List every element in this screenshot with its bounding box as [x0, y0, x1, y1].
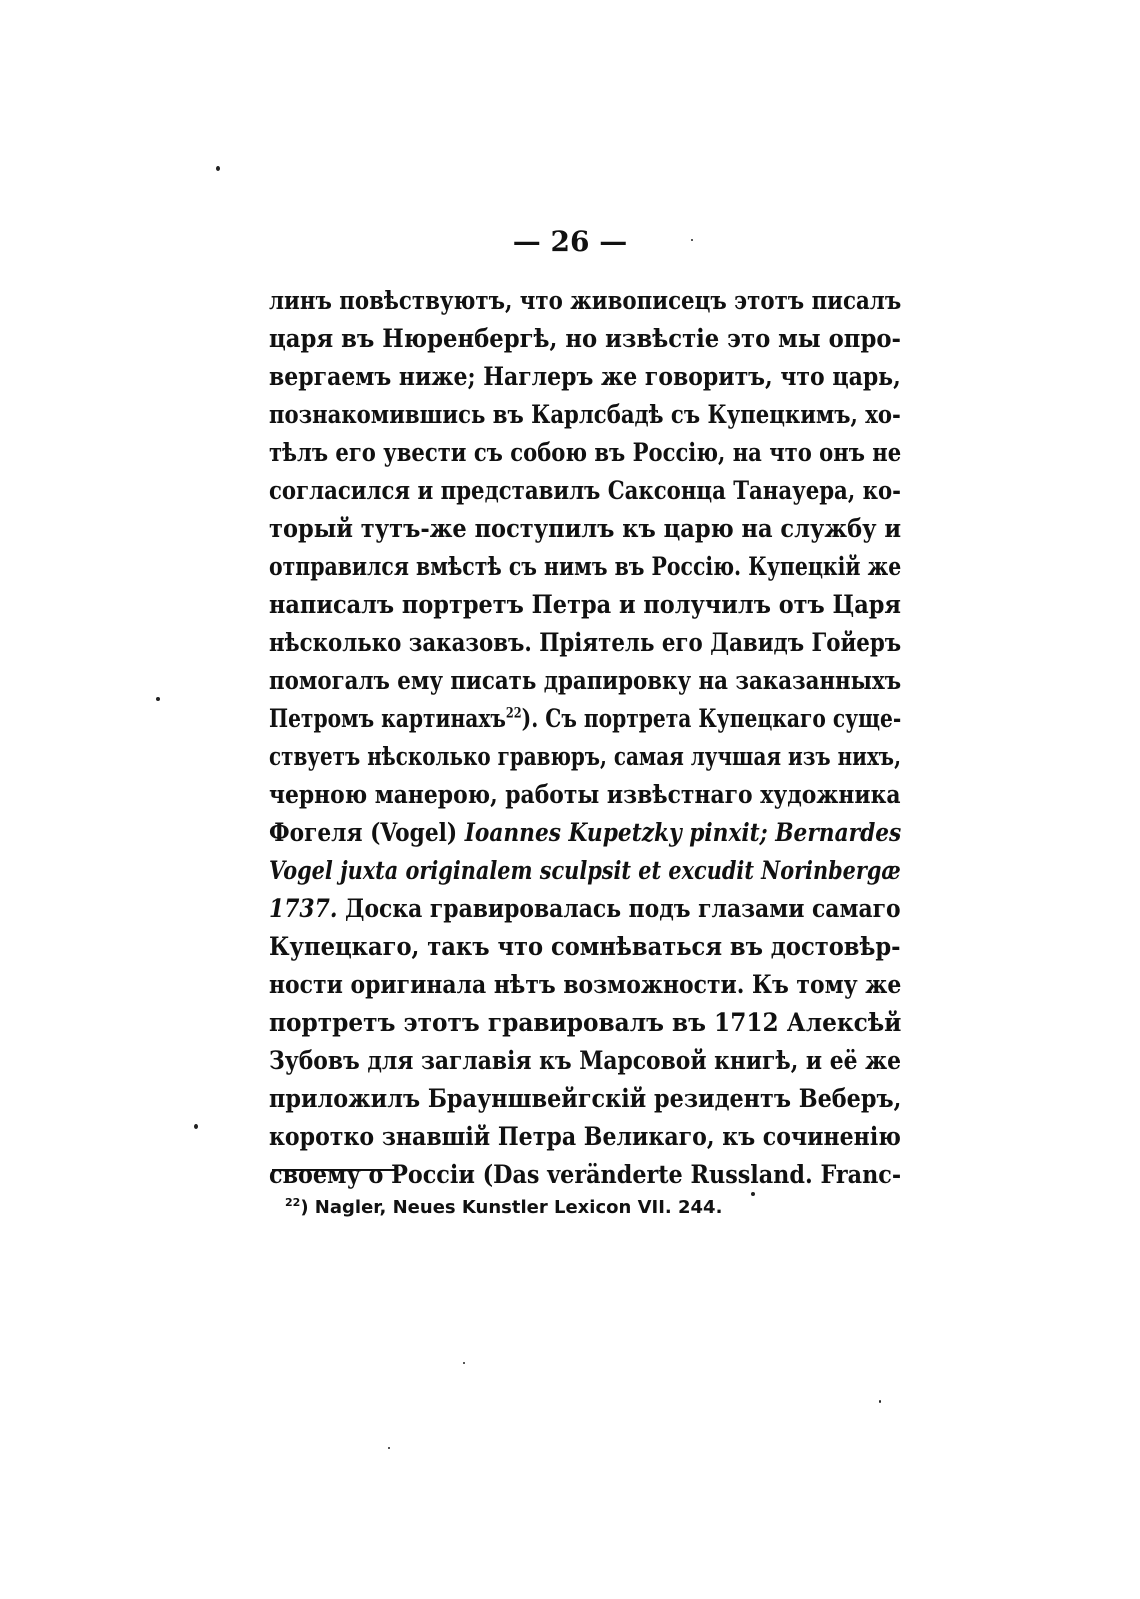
- text-line: вергаемъ ниже; Наглеръ же говоритъ, что царь,: [269, 362, 901, 391]
- footnote: [285, 1196, 722, 1220]
- ink-speck: [194, 1124, 198, 1129]
- text-line: черною манерою, работы извѣстнаго художника: [269, 780, 901, 809]
- line-segment: Фогеля (Vogel): [269, 818, 465, 847]
- body-text: [269, 282, 901, 1194]
- text-line: коротко знавшій Петра Великаго, къ сочиненію: [269, 1122, 901, 1151]
- footnote-divider: [272, 1169, 398, 1171]
- text-line-mixed: [269, 890, 901, 928]
- text-line: Купецкаго, такъ что сомнѣваться въ достовѣр-: [269, 932, 901, 961]
- line-segment: Доска гравировалась подъ глазами самаго: [337, 894, 901, 923]
- ink-speck: [156, 697, 160, 701]
- text-line: написалъ портретъ Петра и получилъ отъ Царя: [269, 590, 901, 619]
- text-line: портретъ этотъ гравировалъ въ 1712 Алексѣй: [269, 1008, 902, 1037]
- text-line: тѣлъ его увести съ собою въ Россію, на что онъ не: [269, 438, 902, 467]
- ink-speck: [751, 1192, 755, 1196]
- line-segment: Петромъ картинахъ: [269, 704, 506, 733]
- text-line: Зубовъ для заглавія къ Марсовой книгѣ, и её же: [269, 1046, 902, 1075]
- text-line: ности оригинала нѣтъ возможности. Къ тому же: [269, 970, 902, 999]
- text-line-mixed: [269, 814, 902, 852]
- footnote-marker: 22: [285, 1196, 301, 1209]
- text-line: царя въ Нюренбергѣ, но извѣстіе это мы опро-: [269, 324, 901, 353]
- text-line: приложилъ Брауншвейгскій резидентъ Веберъ,: [269, 1084, 902, 1113]
- latin-inscription-line: Vogel juxta originalem sculpsit et excudit Norinbergæ: [269, 856, 901, 885]
- text-line: согласился и представилъ Саксонца Танауера, ко-: [269, 476, 901, 505]
- ink-speck: [691, 239, 693, 241]
- text-line: нѣсколько заказовъ. Пріятель его Давидъ Гойеръ: [269, 628, 902, 657]
- ink-speck: [388, 1447, 390, 1449]
- footnote-text: ) Nagler, Neues Kunstler Lexicon VII. 244.: [300, 1197, 723, 1218]
- inscription-year: 1737.: [269, 894, 338, 923]
- text-line: торый тутъ-же поступилъ къ царю на службу и: [269, 514, 902, 543]
- ink-speck: [879, 1400, 881, 1403]
- text-line-with-footnote-ref: [269, 700, 902, 738]
- text-line: ствуетъ нѣсколько гравюръ, самая лучшая изъ нихъ,: [269, 742, 902, 771]
- text-line: познакомившись въ Карлсбадѣ съ Купецкимъ, хо-: [269, 400, 901, 429]
- ink-speck: [216, 166, 220, 171]
- page-number: — 26 —: [512, 225, 628, 258]
- ink-speck: [463, 1362, 465, 1364]
- line-segment: ). Съ портрета Купецкаго суще-: [521, 704, 902, 733]
- text-line: своему о Россіи (Das veränderte Russland. Franc-: [269, 1160, 902, 1189]
- text-line: помогалъ ему писать драпировку на заказанныхъ: [269, 666, 902, 695]
- footnote-reference: 22: [505, 705, 522, 722]
- text-line: линъ повѣствуютъ, что живописецъ этотъ писалъ: [269, 286, 902, 315]
- latin-inscription: Ioannes Kupetzky pinxit; Bernardes: [464, 818, 902, 847]
- text-line: отправился вмѣстѣ съ нимъ въ Россію. Купецкій же: [269, 552, 902, 581]
